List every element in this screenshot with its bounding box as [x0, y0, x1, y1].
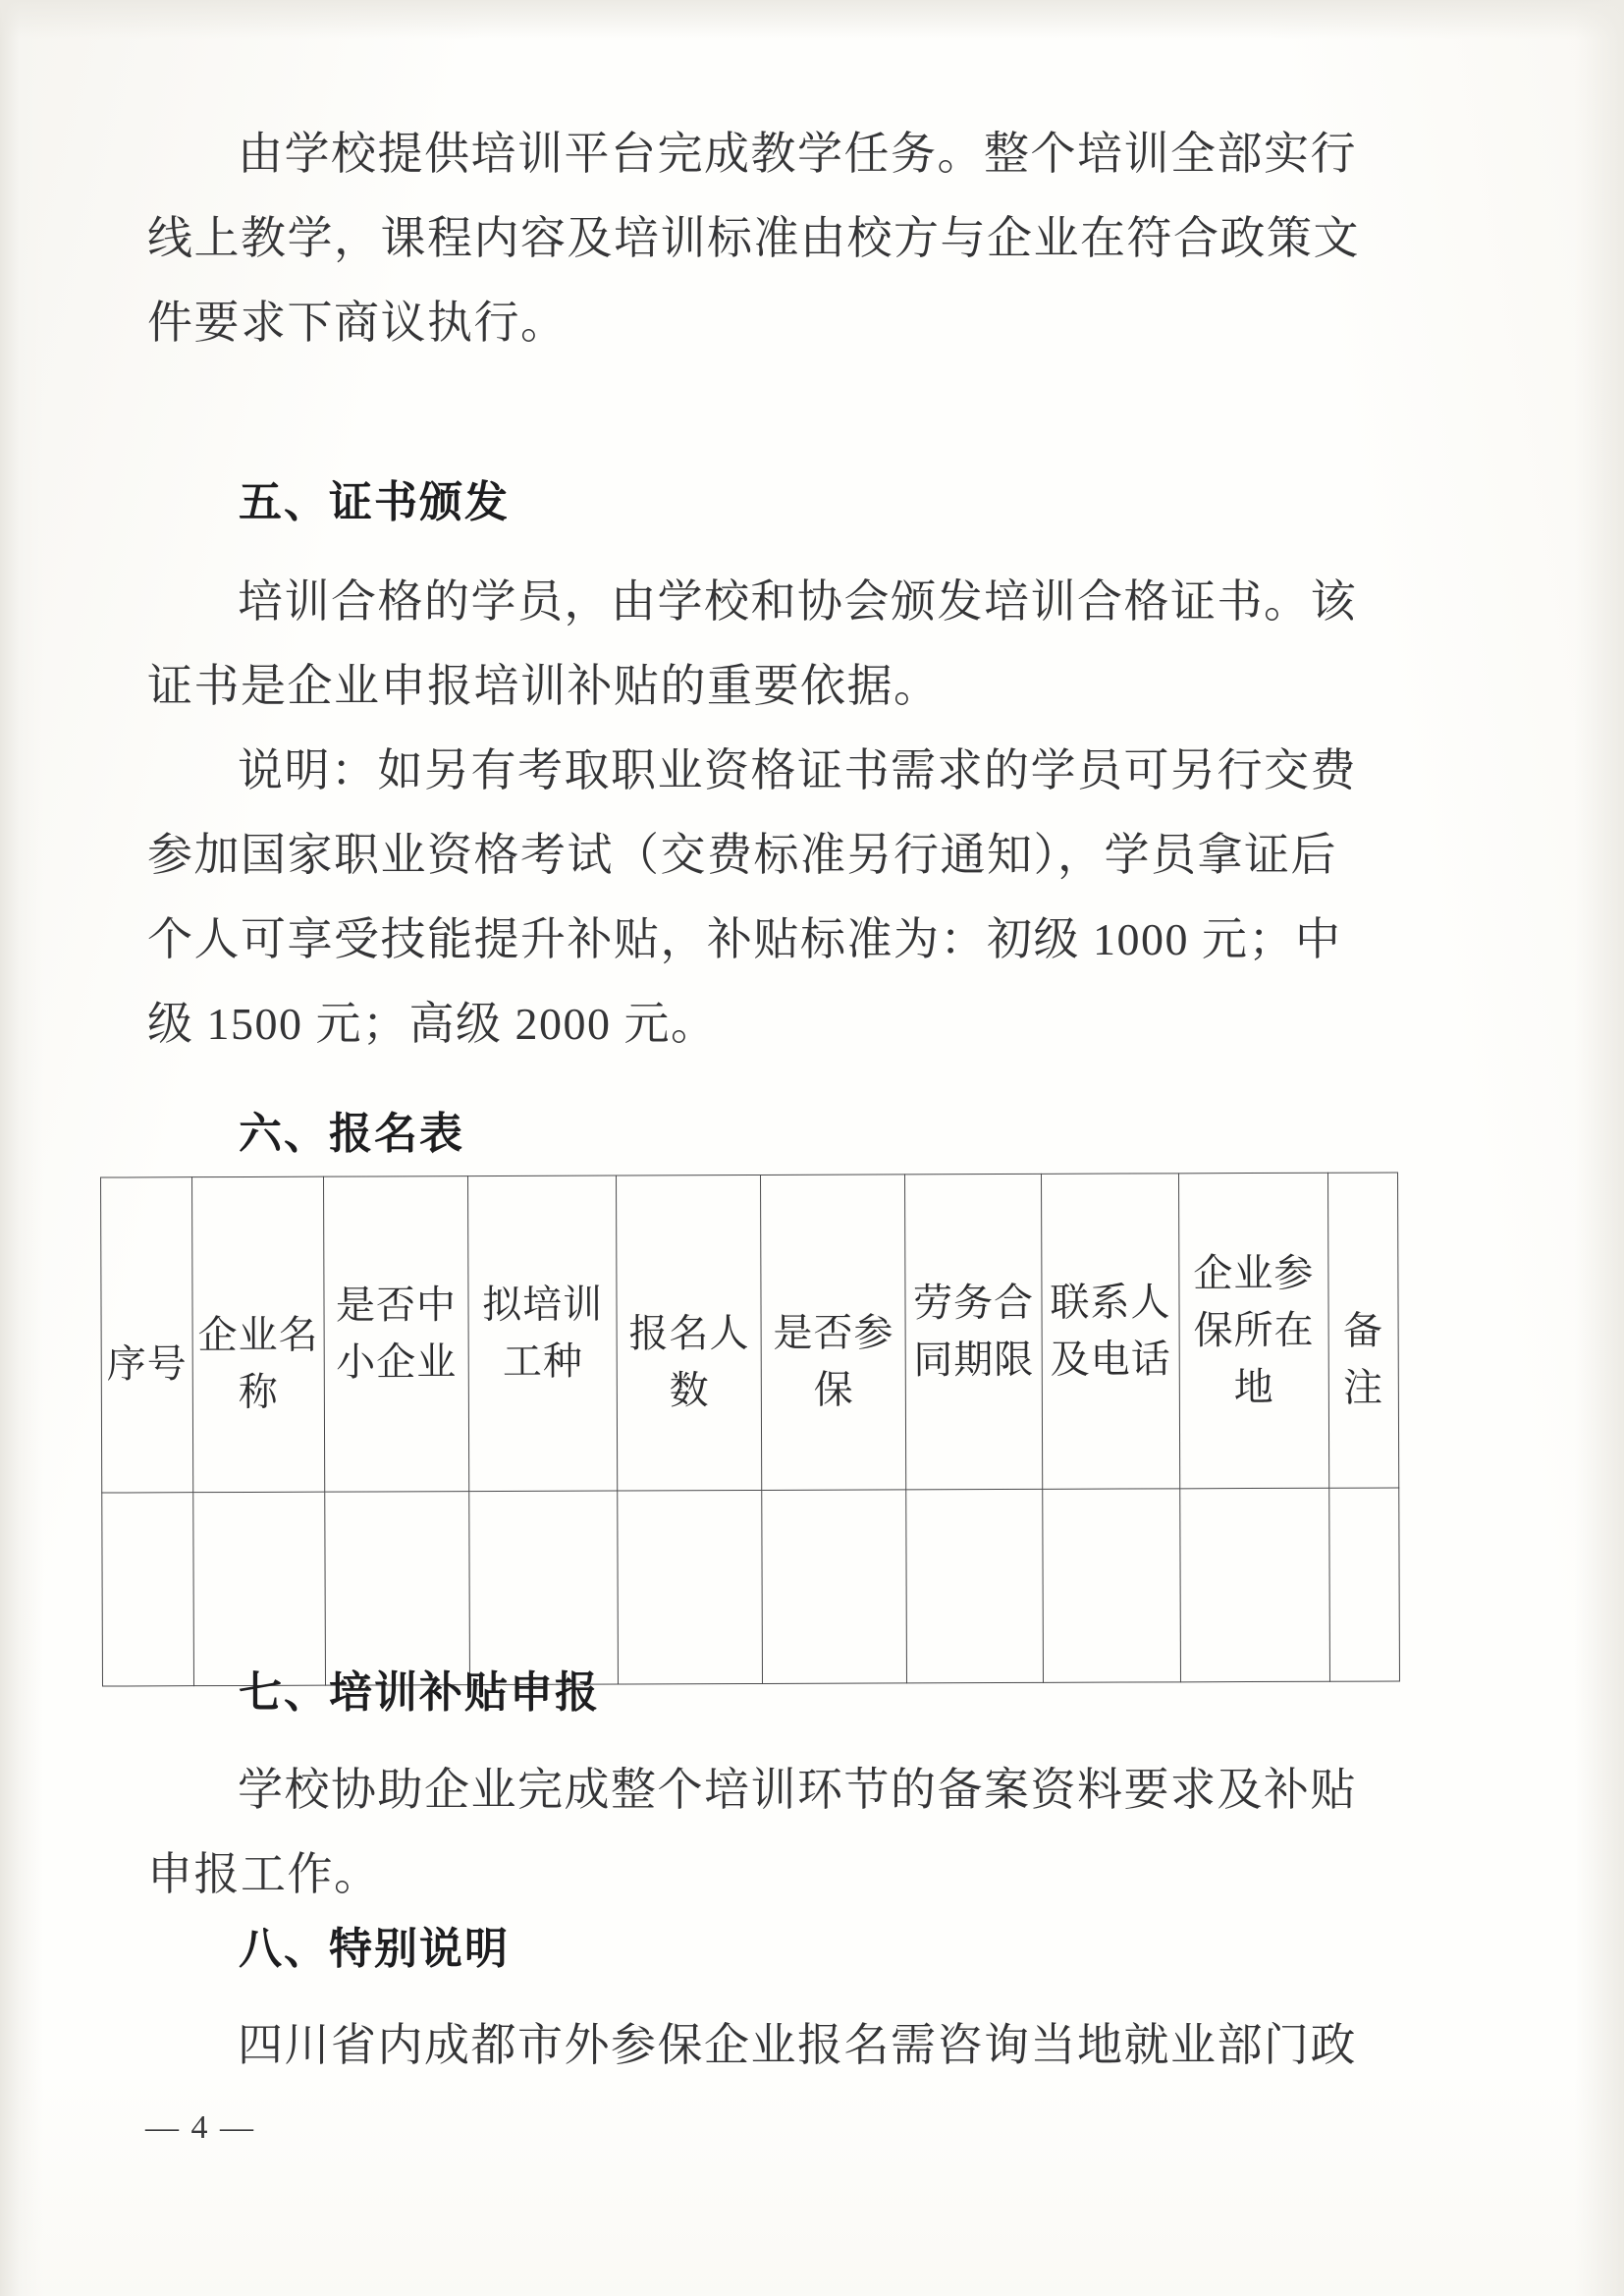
table-header-cell-is-sme	[323, 1176, 468, 1493]
heading-section-seven: 七、培训补贴申报	[239, 1668, 600, 1717]
table-header-cell-company-name	[191, 1176, 324, 1493]
paragraph-subsidy-application: 学校协助企业完成整个培训环节的备案资料要求及补贴申报工作。	[147, 1765, 1357, 1899]
header-label-remarks: 备注	[1342, 1308, 1384, 1410]
heading-section-five: 五、证书颁发	[239, 478, 510, 526]
heading-section-eight: 八、特别说明	[239, 1925, 510, 1973]
table-cell-insurance-location[interactable]	[1180, 1488, 1329, 1682]
header-label-index: 序号	[106, 1341, 188, 1387]
header-label-enrollment-count: 报名人数	[628, 1311, 750, 1413]
heading-section-six: 六、报名表	[239, 1110, 464, 1158]
table-cell-is-insured[interactable]	[762, 1490, 907, 1684]
table-header-cell-training-type	[468, 1175, 619, 1492]
paragraph-training-platform: 由学校提供培训平台完成教学任务。整个培训全部实行线上教学，课程内容及培训标准由校方与企业在符合政策文件要求下商议执行。	[147, 129, 1360, 348]
header-label-is-insured: 是否参保	[773, 1310, 894, 1412]
table-cell-training-type[interactable]	[469, 1491, 619, 1685]
table-header-row	[101, 1173, 1399, 1493]
table-cell-enrollment-count[interactable]	[618, 1490, 763, 1684]
table-cell-index[interactable]	[102, 1493, 194, 1686]
paragraph-special-note: 四川省内成都市外参保企业报名需咨询当地就业部门政	[238, 2020, 1357, 2070]
header-label-training-type: 拟培训工种	[482, 1282, 604, 1384]
table-cell-company-name[interactable]	[193, 1492, 326, 1686]
paragraph-qualification-note: 说明：如另有考取职业资格证书需求的学员可另行交费参加国家职业资格考试（交费标准另行通知），学员拿证后个人可享受技能提升补贴，补贴标准为：初级 1000 元；中级 1500 元；高级 2000 元。	[147, 745, 1357, 1049]
table-cell-is-sme[interactable]	[325, 1492, 470, 1686]
registration-table	[100, 1172, 1400, 1686]
header-label-contact: 联系人及电话	[1050, 1280, 1171, 1382]
table-cell-contract-term[interactable]	[906, 1489, 1043, 1683]
table-header-cell-contact	[1041, 1174, 1180, 1490]
table-header-cell-index	[101, 1177, 193, 1493]
table-cell-contact[interactable]	[1042, 1489, 1180, 1683]
table-header-cell-remarks	[1327, 1173, 1399, 1488]
header-label-is-sme: 是否中小企业	[335, 1283, 458, 1385]
table-header-cell-enrollment-count	[617, 1175, 762, 1491]
table-header-cell-is-insured	[761, 1175, 906, 1491]
header-label-insurance-location: 企业参保所在地	[1193, 1250, 1315, 1410]
table-header-cell-insurance-location	[1179, 1173, 1329, 1489]
paragraph-certificate-issuance: 培训合格的学员，由学校和协会颁发培训合格证书。该证书是企业申报培训补贴的重要依据。	[147, 576, 1357, 711]
page-number: — 4 —	[145, 2109, 255, 2146]
table-row	[102, 1488, 1400, 1686]
header-label-contract-term: 劳务合同期限	[912, 1280, 1035, 1383]
header-label-company-name: 企业名称	[197, 1312, 319, 1415]
table-cell-remarks[interactable]	[1328, 1488, 1399, 1681]
table-header-cell-contract-term	[905, 1174, 1043, 1490]
